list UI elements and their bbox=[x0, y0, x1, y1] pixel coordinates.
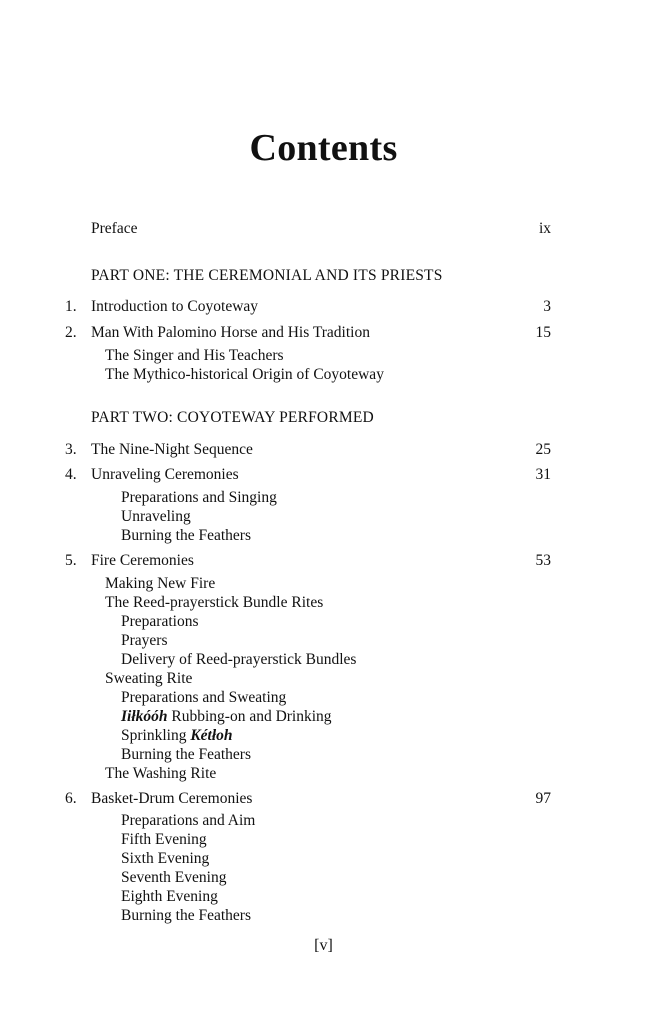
part-heading: PART ONE: THE CEREMONIAL AND ITS PRIESTS bbox=[91, 267, 443, 284]
section-title: Seventh Evening bbox=[121, 869, 227, 886]
chapter-title: Basket-Drum Ceremonies bbox=[91, 790, 253, 807]
page-number: 3 bbox=[543, 298, 551, 315]
page-number: 97 bbox=[535, 790, 551, 807]
section-title: Sweating Rite bbox=[105, 670, 193, 687]
navajo-term: Kétłoh bbox=[190, 727, 233, 744]
section-title: Preparations and Singing bbox=[121, 489, 277, 506]
section-title: The Mythico-historical Origin of Coyoteway bbox=[105, 366, 384, 383]
page-folio: [v] bbox=[314, 937, 333, 954]
chapter-number: 2. bbox=[65, 324, 77, 341]
section-title: Preparations and Aim bbox=[121, 812, 256, 829]
section-title: The Singer and His Teachers bbox=[105, 347, 284, 364]
subsection-title bbox=[121, 726, 233, 745]
subsection-title: Preparations bbox=[121, 613, 199, 630]
chapter-title: Man With Palomino Horse and His Tradition bbox=[91, 324, 370, 341]
subsection-title-rest: Rubbing-on and Drinking bbox=[167, 708, 332, 725]
chapter-title: Fire Ceremonies bbox=[91, 552, 194, 569]
page-number: 31 bbox=[535, 466, 551, 483]
section-title: Fifth Evening bbox=[121, 831, 207, 848]
section-title: Burning the Feathers bbox=[121, 907, 252, 924]
section-title: Making New Fire bbox=[105, 575, 216, 592]
chapter-number: 6. bbox=[65, 790, 77, 807]
section-title: Unraveling bbox=[121, 508, 191, 525]
navajo-term: Iiłkóóh bbox=[121, 708, 168, 725]
section-title: The Washing Rite bbox=[105, 765, 217, 782]
chapter-title: The Nine-Night Sequence bbox=[91, 441, 253, 458]
part-heading: PART TWO: COYOTEWAY PERFORMED bbox=[91, 409, 374, 426]
page-title: Contents bbox=[249, 127, 398, 169]
chapter-number: 4. bbox=[65, 466, 77, 483]
page-number: 25 bbox=[535, 441, 551, 458]
subsection-title: Prayers bbox=[121, 632, 168, 649]
subsection-title: Preparations and Sweating bbox=[121, 689, 287, 706]
chapter-number: 1. bbox=[65, 298, 77, 315]
subsection-title: Delivery of Reed-prayerstick Bundles bbox=[121, 651, 357, 668]
section-title: Sixth Evening bbox=[121, 850, 210, 867]
chapter-title: Introduction to Coyoteway bbox=[91, 298, 259, 315]
subsection-title-prefix: Sprinkling bbox=[121, 727, 191, 744]
page-number: 53 bbox=[535, 552, 551, 569]
section-title: The Reed-prayerstick Bundle Rites bbox=[105, 594, 324, 611]
chapter-title: Unraveling Ceremonies bbox=[91, 466, 239, 483]
page-number: 15 bbox=[535, 324, 551, 341]
subsection-title: Burning the Feathers bbox=[121, 746, 252, 763]
chapter-number: 3. bbox=[65, 441, 77, 458]
section-title: Eighth Evening bbox=[121, 888, 218, 905]
section-title: Burning the Feathers bbox=[121, 527, 252, 544]
page-number: ix bbox=[538, 220, 551, 237]
toc-entry-preface: Preface bbox=[91, 220, 138, 237]
chapter-number: 5. bbox=[65, 552, 77, 569]
subsection-title bbox=[121, 707, 332, 726]
